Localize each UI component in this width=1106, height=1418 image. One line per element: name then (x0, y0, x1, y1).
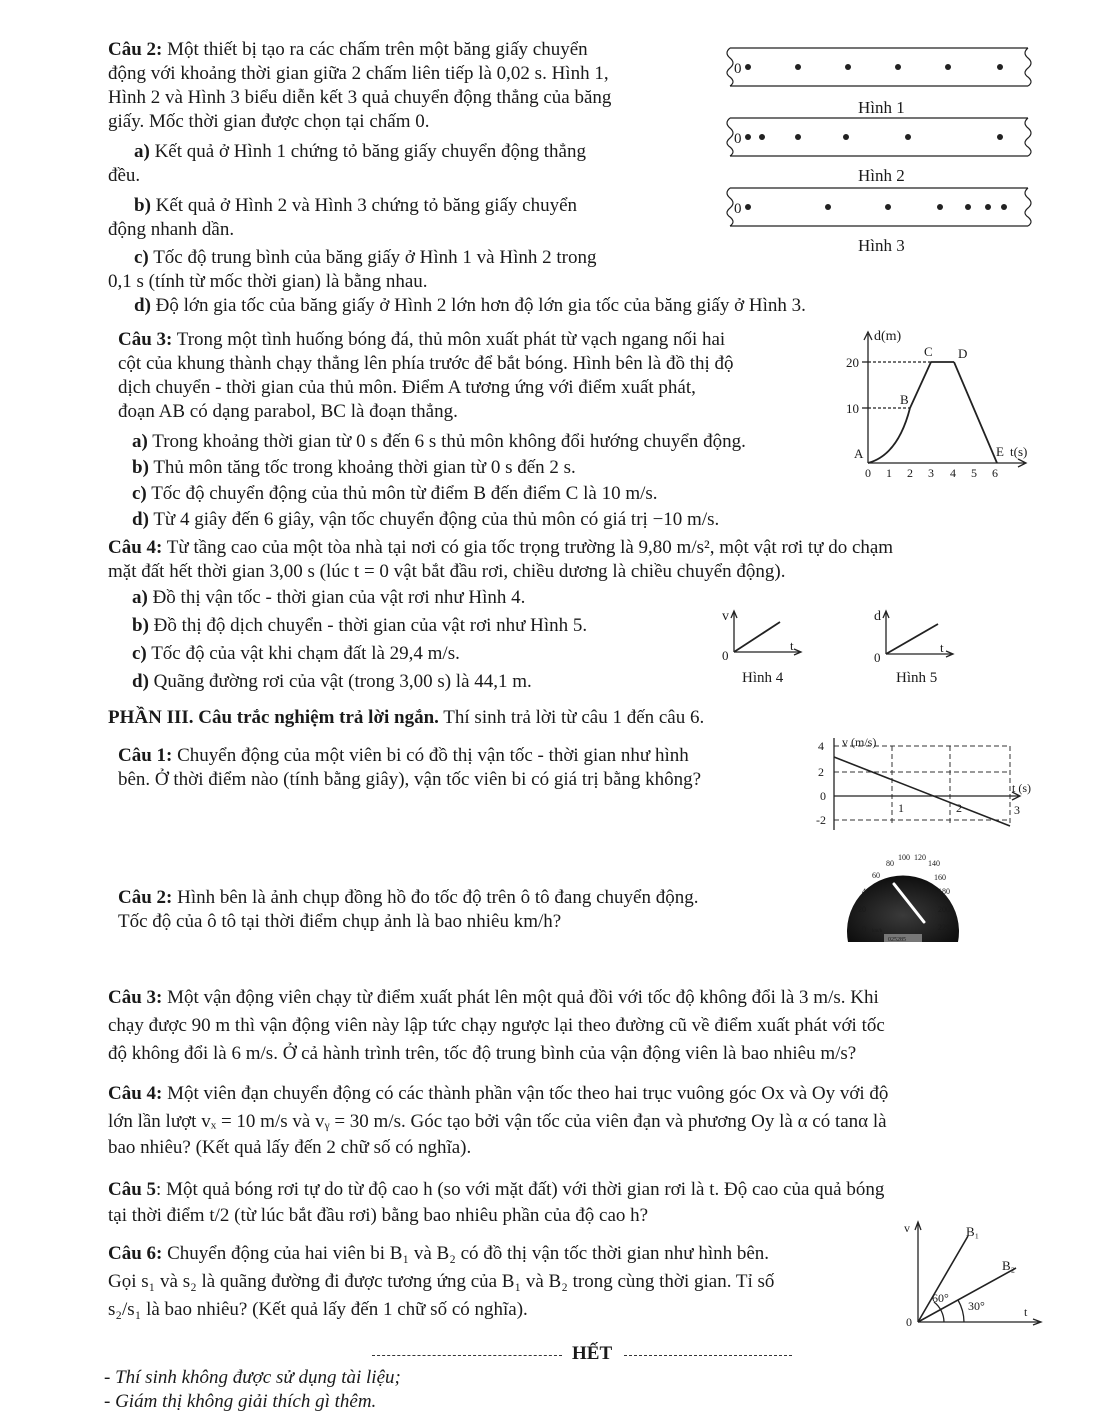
q2-option-c-cont: 0,1 s (tính từ mốc thời gian) là bằng nhau. (108, 271, 428, 292)
graph-ylabel: d(m) (874, 329, 902, 344)
tick-y20: 20 (846, 355, 859, 370)
graph-ylabel: v (m/s) (842, 735, 877, 749)
q3-line1: Câu 3: Trong một tình huống bóng đá, thủ môn xuất phát từ vạch ngang nối hai (118, 329, 726, 350)
q2-line3: Hình 2 và Hình 3 biểu diễn kết 3 quả chuyển động thẳng của băng (108, 87, 612, 108)
svg-text:30°: 30° (968, 1299, 985, 1313)
svg-text:t: t (790, 638, 794, 653)
q3-option-a: a) Trong khoảng thời gian từ 0 s đến 6 s thủ môn không đổi hướng chuyển động. (132, 431, 746, 452)
two-balls-velocity-graph (900, 1218, 1050, 1328)
svg-text:160: 160 (934, 873, 946, 882)
s1-line2: bên. Ở thời điểm nào (tính bằng giây), vận tốc viên bi có giá trị bằng không? (118, 769, 702, 790)
tick-y10: 10 (846, 401, 859, 416)
speedometer-image (842, 842, 962, 952)
s6-line3: s₂/s₁ là bao nhiêu? (Kết quả lấy đến 1 chữ số có nghĩa). (108, 1299, 528, 1320)
svg-text:B₁: B₁ (966, 1224, 980, 1239)
svg-text:0: 0 (865, 466, 871, 480)
svg-text:025285: 025285 (888, 937, 906, 943)
s4-line1: Câu 4: Một viên đạn chuyển động có các thành phần vận tốc theo hai trục vuông góc Ox và Oy với độ (108, 1083, 889, 1104)
point-C: C (924, 344, 933, 359)
tape2-zero: 0 (734, 131, 742, 147)
svg-text:60°: 60° (932, 1291, 949, 1305)
svg-text:140: 140 (928, 859, 940, 868)
s6-line2: Gọi s₁ và s₂ là quãng đường đi được tương ứng của B₁ và B₂ trong cùng thời gian. Tỉ số (108, 1271, 775, 1292)
q2-option-a-cont: đều. (108, 165, 141, 186)
s3-line1: Câu 3: Một vận động viên chạy từ điểm xuất phát lên một quả đồi với tốc độ không đổi là 3 m/s. Khi (108, 987, 879, 1008)
paper-tape-figure (718, 40, 1048, 270)
svg-text:-2: -2 (816, 813, 826, 827)
end-divider-left (372, 1355, 562, 1356)
q3-option-d: d) Từ 4 giây đến 6 giây, vận tốc chuyển động của thủ môn có giá trị −10 m/s. (132, 509, 720, 530)
q4-option-a: a) Đồ thị vận tốc - thời gian của vật rơi như Hình 4. (132, 587, 526, 608)
svg-text:0: 0 (874, 650, 881, 665)
svg-text:5: 5 (971, 466, 977, 480)
end-note-1: - Thí sinh không được sử dụng tài liệu; (104, 1367, 401, 1388)
q4-line1: Câu 4: Từ tầng cao của một tòa nhà tại nơi có gia tốc trọng trường là 9,80 m/s², một vật rơi tự do chạm (108, 537, 894, 558)
fig2-caption: Hình 2 (858, 166, 905, 185)
part3-heading: PHẦN III. Câu trắc nghiệm trả lời ngắn. Thí sinh trả lời từ câu 1 đến câu 6. (108, 707, 705, 728)
svg-text:v: v (722, 609, 729, 624)
svg-text:1: 1 (898, 801, 904, 815)
svg-text:t: t (940, 640, 944, 655)
svg-text:200: 200 (938, 905, 950, 914)
figure-5-graph (872, 608, 972, 688)
svg-text:d: d (874, 609, 881, 624)
s5-line2: tại thời điểm t/2 (từ lúc bắt đầu rơi) bằng bao nhiêu phần của độ cao h? (108, 1205, 649, 1226)
q2-option-b-cont: động nhanh dần. (108, 219, 235, 240)
end-divider-right (624, 1355, 792, 1356)
point-A: A (854, 446, 864, 461)
point-E: E (996, 444, 1004, 459)
s6-line1: Câu 6: Chuyển động của hai viên bi B₁ và B₂ có đồ thị vận tốc thời gian như hình bên. (108, 1243, 770, 1264)
graph-xlabel: t (s) (1012, 781, 1031, 795)
svg-text:2: 2 (907, 466, 913, 480)
q3-option-b: b) Thủ môn tăng tốc trong khoảng thời gian từ 0 s đến 2 s. (132, 457, 576, 478)
svg-text:2: 2 (818, 765, 824, 779)
svg-text:0: 0 (722, 648, 729, 663)
svg-text:km/h: km/h (872, 929, 883, 934)
svg-text:80: 80 (886, 859, 894, 868)
q3-line4: đoạn AB có dạng parabol, BC là đoạn thẳng. (118, 401, 458, 422)
tape1-zero: 0 (734, 61, 742, 77)
q4-option-b: b) Đồ thị độ dịch chuyển - thời gian của vật rơi như Hình 5. (132, 615, 588, 636)
q2-line2: động với khoảng thời gian giữa 2 chấm liên tiếp là 0,02 s. Hình 1, (108, 63, 609, 84)
svg-text:2: 2 (956, 801, 962, 815)
point-B: B (900, 392, 909, 407)
q3-option-c: c) Tốc độ chuyển động của thủ môn từ điểm B đến điểm C là 10 m/s. (132, 483, 658, 504)
figure-4-graph (720, 608, 820, 688)
q3-line3: dịch chuyển - thời gian của thủ môn. Điểm A tương ứng với điểm xuất phát, (118, 377, 696, 398)
q2-option-b: b) Kết quả ở Hình 2 và Hình 3 chứng tỏ băng giấy chuyển (134, 195, 578, 216)
svg-text:1: 1 (886, 466, 892, 480)
svg-text:40: 40 (862, 887, 870, 896)
tape3-zero: 0 (734, 201, 742, 217)
s4-line2: lớn lần lượt vₓ = 10 m/s và vᵧ = 30 m/s. Góc tạo bởi vận tốc của viên đạn và phương Oy là α có tanα là (108, 1111, 887, 1132)
svg-text:v: v (904, 1221, 910, 1235)
svg-text:20: 20 (858, 905, 866, 914)
q4-option-d: d) Quãng đường rơi của vật (trong 3,00 s) là 44,1 m. (132, 671, 532, 692)
q3-line2: cột của khung thành chạy thẳng lên phía trước để bắt bóng. Hình bên là đồ thị độ (118, 353, 734, 374)
fig3-caption: Hình 3 (858, 236, 905, 255)
svg-text:220: 220 (938, 923, 950, 932)
s3-line2: chạy được 90 m thì vận động viên này lập tức chạy ngược lại theo đường cũ về điểm xuất phát với tốc (108, 1015, 885, 1036)
s5-line1: Câu 5: Một quả bóng rơi tự do từ độ cao h (so với mặt đất) với thời gian rơi là t. Độ cao của quả bóng (108, 1179, 885, 1200)
svg-text:t: t (1024, 1305, 1028, 1319)
q4-line2: mặt đất hết thời gian 3,00 s (lúc t = 0 vật bắt đầu rơi, chiều dương là chiều chuyển động). (108, 561, 786, 582)
q2-label: Câu 2: (108, 39, 163, 60)
s2-line1: Câu 2: Hình bên là ảnh chụp đồng hồ đo tốc độ trên ô tô đang chuyển động. (118, 887, 699, 908)
svg-text:4: 4 (818, 739, 824, 753)
end-title: HẾT (572, 1343, 613, 1364)
s4-line3: bao nhiêu? (Kết quả lấy đến 2 chữ số có nghĩa). (108, 1137, 472, 1158)
svg-text:100: 100 (898, 853, 910, 862)
svg-text:60: 60 (872, 871, 880, 880)
s1-line1: Câu 1: Chuyển động của một viên bi có đồ thị vận tốc - thời gian như hình (118, 745, 689, 766)
q2-option-c: c) Tốc độ trung bình của băng giấy ở Hình 1 và Hình 2 trong (134, 247, 597, 268)
q4-option-c: c) Tốc độ của vật khi chạm đất là 29,4 m/s. (132, 643, 460, 664)
end-note-2: - Giám thị không giải thích gì thêm. (104, 1391, 377, 1412)
q2-line1: Câu 2: Một thiết bị tạo ra các chấm trên một băng giấy chuyển (108, 39, 588, 60)
svg-text:B₂: B₂ (1002, 1258, 1016, 1273)
svg-text:3: 3 (1014, 803, 1020, 817)
velocity-time-graph (814, 734, 1044, 834)
q2-option-d: d) Độ lớn gia tốc của băng giấy ở Hình 2 lớn hơn độ lớn gia tốc của băng giấy ở Hình 3. (134, 295, 806, 316)
svg-text:4: 4 (950, 466, 956, 480)
svg-text:120: 120 (914, 853, 926, 862)
svg-text:0: 0 (820, 789, 826, 803)
point-D: D (958, 346, 968, 361)
displacement-time-graph (840, 328, 1040, 488)
q2-option-a: a) Kết quả ở Hình 1 chứng tỏ băng giấy chuyển động thẳng (134, 141, 586, 162)
s2-line2: Tốc độ của ô tô tại thời điểm chụp ảnh là bao nhiêu km/h? (118, 911, 562, 932)
fig4-caption: Hình 4 (742, 670, 784, 686)
fig5-caption: Hình 5 (896, 670, 938, 686)
s3-line3: độ không đổi là 6 m/s. Ở cả hành trình trên, tốc độ trung bình của vận động viên là bao nhiêu m/s? (108, 1043, 857, 1064)
svg-text:180: 180 (938, 887, 950, 896)
svg-text:3: 3 (928, 466, 934, 480)
svg-text:0: 0 (862, 925, 866, 934)
fig1-caption: Hình 1 (858, 98, 905, 117)
svg-text:6: 6 (992, 466, 998, 480)
q2-line4: giấy. Mốc thời gian được chọn tại chấm 0. (108, 111, 430, 132)
svg-text:0: 0 (906, 1315, 912, 1329)
graph-xlabel: t(s) (1010, 444, 1028, 459)
